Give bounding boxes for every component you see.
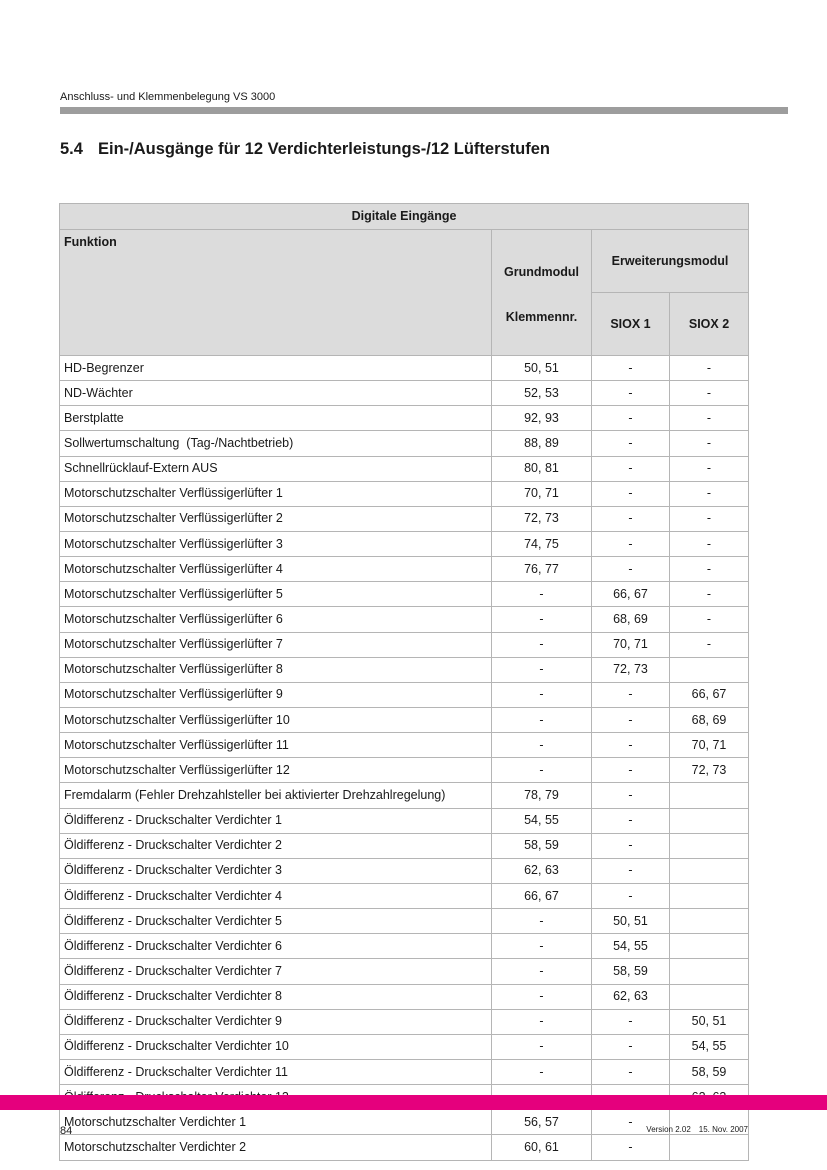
cell-siox1-terminals: -: [592, 506, 670, 531]
table-row: [60, 833, 749, 858]
cell-siox2-terminals: -: [670, 557, 749, 582]
cell-siox2-terminals: [670, 909, 749, 934]
cell-siox2-terminals: -: [670, 481, 749, 506]
page-number: 84: [60, 1125, 73, 1137]
column-header-siox2: SIOX 2: [670, 293, 749, 356]
cell-siox1-terminals: -: [592, 481, 670, 506]
table-row: [60, 356, 749, 381]
cell-function: Motorschutzschalter Verflüssigerlüfter 2: [60, 506, 492, 531]
cell-function: ND-Wächter: [60, 381, 492, 406]
cell-siox1-terminals: -: [592, 531, 670, 556]
cell-grundmodul-terminals: 70, 71: [492, 481, 592, 506]
table-row: [60, 707, 749, 732]
cell-function: Sollwertumschaltung (Tag-/Nachtbetrieb): [60, 431, 492, 456]
table-row: [60, 456, 749, 481]
cell-siox2-terminals: 58, 59: [670, 1059, 749, 1084]
cell-grundmodul-terminals: -: [492, 959, 592, 984]
cell-grundmodul-terminals: 60, 61: [492, 1135, 592, 1160]
digital-inputs-table: [59, 203, 749, 1161]
cell-siox2-terminals: [670, 984, 749, 1009]
cell-function: Motorschutzschalter Verdichter 2: [60, 1135, 492, 1160]
cell-siox1-terminals: -: [592, 381, 670, 406]
table-row: [60, 1034, 749, 1059]
cell-siox1-terminals: 58, 59: [592, 959, 670, 984]
column-header-erweiterungsmodul: Erweiterungsmodul: [592, 230, 749, 293]
cell-function: Motorschutzschalter Verdichter 1: [60, 1110, 492, 1135]
cell-grundmodul-terminals: 66, 67: [492, 883, 592, 908]
cell-siox2-terminals: -: [670, 506, 749, 531]
column-header-grundmodul-line2: Klemmennr.: [505, 310, 578, 324]
cell-function: Motorschutzschalter Verflüssigerlüfter 5: [60, 582, 492, 607]
cell-siox2-terminals: [670, 959, 749, 984]
footer-bar: [0, 1095, 827, 1110]
cell-grundmodul-terminals: 74, 75: [492, 531, 592, 556]
table-row: [60, 858, 749, 883]
cell-siox1-terminals: -: [592, 707, 670, 732]
cell-function: Motorschutzschalter Verflüssigerlüfter 4: [60, 557, 492, 582]
cell-siox1-terminals: -: [592, 1110, 670, 1135]
cell-grundmodul-terminals: 80, 81: [492, 456, 592, 481]
cell-function: Öldifferenz - Druckschalter Verdichter 6: [60, 934, 492, 959]
cell-grundmodul-terminals: -: [492, 984, 592, 1009]
cell-siox2-terminals: [670, 1135, 749, 1160]
table-row: [60, 758, 749, 783]
cell-function: Motorschutzschalter Verflüssigerlüfter 11: [60, 733, 492, 758]
table-head: [60, 204, 749, 356]
table-row: [60, 406, 749, 431]
column-header-function: Funktion: [60, 230, 492, 356]
cell-siox1-terminals: -: [592, 833, 670, 858]
cell-siox2-terminals: -: [670, 582, 749, 607]
cell-function: Motorschutzschalter Verflüssigerlüfter 6: [60, 607, 492, 632]
cell-siox1-terminals: -: [592, 733, 670, 758]
table-body: [60, 356, 749, 1161]
table-row: [60, 431, 749, 456]
table-row: [60, 733, 749, 758]
table-row: [60, 682, 749, 707]
cell-siox1-terminals: -: [592, 431, 670, 456]
cell-grundmodul-terminals: -: [492, 1034, 592, 1059]
column-header-grundmodul-line1: Grundmodul: [504, 265, 579, 279]
cell-function: Motorschutzschalter Verflüssigerlüfter 8: [60, 657, 492, 682]
running-title: Anschluss- und Klemmenbelegung VS 3000: [60, 91, 276, 103]
footer-meta: [646, 1125, 748, 1135]
cell-function: Motorschutzschalter Verflüssigerlüfter 10: [60, 707, 492, 732]
cell-siox2-terminals: [670, 883, 749, 908]
cell-siox1-terminals: 54, 55: [592, 934, 670, 959]
cell-function: Berstplatte: [60, 406, 492, 431]
cell-siox2-terminals: 66, 67: [670, 682, 749, 707]
cell-siox1-terminals: -: [592, 1034, 670, 1059]
cell-siox1-terminals: -: [592, 808, 670, 833]
cell-grundmodul-terminals: 50, 51: [492, 356, 592, 381]
cell-siox2-terminals: -: [670, 381, 749, 406]
section-title: Ein-/Ausgänge für 12 Verdichterleistungs-/12 Lüfterstufen: [98, 140, 551, 158]
cell-siox1-terminals: -: [592, 456, 670, 481]
cell-function: Motorschutzschalter Verflüssigerlüfter 7: [60, 632, 492, 657]
cell-siox2-terminals: [670, 808, 749, 833]
cell-siox1-terminals: -: [592, 783, 670, 808]
cell-function: Motorschutzschalter Verflüssigerlüfter 1: [60, 481, 492, 506]
cell-function: HD-Begrenzer: [60, 356, 492, 381]
table-row: [60, 632, 749, 657]
cell-siox2-terminals: 54, 55: [670, 1034, 749, 1059]
cell-siox1-terminals: -: [592, 1059, 670, 1084]
table-row: [60, 657, 749, 682]
cell-grundmodul-terminals: -: [492, 632, 592, 657]
footer-version: Version 2.02: [646, 1125, 691, 1134]
cell-grundmodul-terminals: -: [492, 909, 592, 934]
cell-siox2-terminals: 72, 73: [670, 758, 749, 783]
cell-siox2-terminals: -: [670, 531, 749, 556]
cell-siox2-terminals: -: [670, 356, 749, 381]
cell-siox1-terminals: -: [592, 1135, 670, 1160]
cell-function: Motorschutzschalter Verflüssigerlüfter 12: [60, 758, 492, 783]
cell-siox1-terminals: -: [592, 1009, 670, 1034]
cell-grundmodul-terminals: -: [492, 1009, 592, 1034]
cell-grundmodul-terminals: -: [492, 657, 592, 682]
cell-siox2-terminals: -: [670, 406, 749, 431]
table-caption-row: [60, 204, 749, 230]
cell-siox1-terminals: 70, 71: [592, 632, 670, 657]
table-row: [60, 531, 749, 556]
cell-siox1-terminals: -: [592, 682, 670, 707]
cell-function: Öldifferenz - Druckschalter Verdichter 7: [60, 959, 492, 984]
cell-grundmodul-terminals: 88, 89: [492, 431, 592, 456]
cell-siox1-terminals: -: [592, 406, 670, 431]
cell-siox1-terminals: 50, 51: [592, 909, 670, 934]
cell-siox2-terminals: [670, 657, 749, 682]
cell-function: Fremdalarm (Fehler Drehzahlsteller bei aktivierter Drehzahlregelung): [60, 783, 492, 808]
table-row: [60, 959, 749, 984]
cell-function: Motorschutzschalter Verflüssigerlüfter 9: [60, 682, 492, 707]
cell-grundmodul-terminals: -: [492, 607, 592, 632]
cell-siox1-terminals: -: [592, 883, 670, 908]
table-row: [60, 481, 749, 506]
cell-siox1-terminals: 62, 63: [592, 984, 670, 1009]
cell-siox2-terminals: -: [670, 607, 749, 632]
cell-grundmodul-terminals: 58, 59: [492, 833, 592, 858]
cell-siox2-terminals: -: [670, 632, 749, 657]
cell-siox2-terminals: 68, 69: [670, 707, 749, 732]
cell-siox1-terminals: 72, 73: [592, 657, 670, 682]
cell-grundmodul-terminals: -: [492, 758, 592, 783]
table-row: [60, 582, 749, 607]
cell-grundmodul-terminals: -: [492, 934, 592, 959]
table-row: [60, 381, 749, 406]
cell-grundmodul-terminals: -: [492, 1059, 592, 1084]
cell-grundmodul-terminals: -: [492, 733, 592, 758]
cell-function: Öldifferenz - Druckschalter Verdichter 3: [60, 858, 492, 883]
cell-grundmodul-terminals: 54, 55: [492, 808, 592, 833]
cell-siox1-terminals: 66, 67: [592, 582, 670, 607]
cell-siox2-terminals: 70, 71: [670, 733, 749, 758]
table-header-row: [60, 230, 749, 293]
column-header-siox1: SIOX 1: [592, 293, 670, 356]
table-caption: Digitale Eingänge: [60, 204, 749, 230]
table-row: [60, 808, 749, 833]
cell-grundmodul-terminals: -: [492, 707, 592, 732]
table-row: [60, 909, 749, 934]
cell-grundmodul-terminals: 62, 63: [492, 858, 592, 883]
footer-date: 15. Nov. 2007: [698, 1125, 748, 1134]
cell-siox2-terminals: 50, 51: [670, 1009, 749, 1034]
table-row: [60, 1110, 749, 1135]
cell-siox1-terminals: -: [592, 758, 670, 783]
table-row: [60, 984, 749, 1009]
cell-siox1-terminals: -: [592, 858, 670, 883]
cell-siox2-terminals: [670, 934, 749, 959]
cell-grundmodul-terminals: -: [492, 582, 592, 607]
table-row: [60, 1009, 749, 1034]
cell-siox2-terminals: [670, 858, 749, 883]
header-rule: [60, 107, 788, 114]
cell-function: Öldifferenz - Druckschalter Verdichter 8: [60, 984, 492, 1009]
cell-grundmodul-terminals: 72, 73: [492, 506, 592, 531]
cell-siox2-terminals: [670, 833, 749, 858]
cell-grundmodul-terminals: -: [492, 682, 592, 707]
cell-siox2-terminals: -: [670, 431, 749, 456]
cell-function: Öldifferenz - Druckschalter Verdichter 9: [60, 1009, 492, 1034]
cell-siox2-terminals: [670, 783, 749, 808]
cell-siox1-terminals: -: [592, 356, 670, 381]
cell-grundmodul-terminals: 92, 93: [492, 406, 592, 431]
table-row: [60, 557, 749, 582]
cell-function: Öldifferenz - Druckschalter Verdichter 2: [60, 833, 492, 858]
cell-function: Öldifferenz - Druckschalter Verdichter 1: [60, 808, 492, 833]
cell-siox1-terminals: 68, 69: [592, 607, 670, 632]
table-row: [60, 783, 749, 808]
section-number: 5.4: [60, 140, 83, 158]
cell-function: Öldifferenz - Druckschalter Verdichter 5: [60, 909, 492, 934]
cell-siox1-terminals: -: [592, 557, 670, 582]
table-row: [60, 506, 749, 531]
cell-grundmodul-terminals: 56, 57: [492, 1110, 592, 1135]
table-row: [60, 1135, 749, 1160]
table-row: [60, 883, 749, 908]
cell-grundmodul-terminals: 52, 53: [492, 381, 592, 406]
cell-siox2-terminals: -: [670, 456, 749, 481]
cell-function: Schnellrücklauf-Extern AUS: [60, 456, 492, 481]
table-row: [60, 934, 749, 959]
table-row: [60, 607, 749, 632]
table-row: [60, 1059, 749, 1084]
cell-function: Öldifferenz - Druckschalter Verdichter 4: [60, 883, 492, 908]
cell-function: Öldifferenz - Druckschalter Verdichter 11: [60, 1059, 492, 1084]
cell-function: Öldifferenz - Druckschalter Verdichter 10: [60, 1034, 492, 1059]
cell-grundmodul-terminals: 78, 79: [492, 783, 592, 808]
cell-grundmodul-terminals: 76, 77: [492, 557, 592, 582]
column-header-grundmodul: [492, 230, 592, 356]
cell-function: Motorschutzschalter Verflüssigerlüfter 3: [60, 531, 492, 556]
